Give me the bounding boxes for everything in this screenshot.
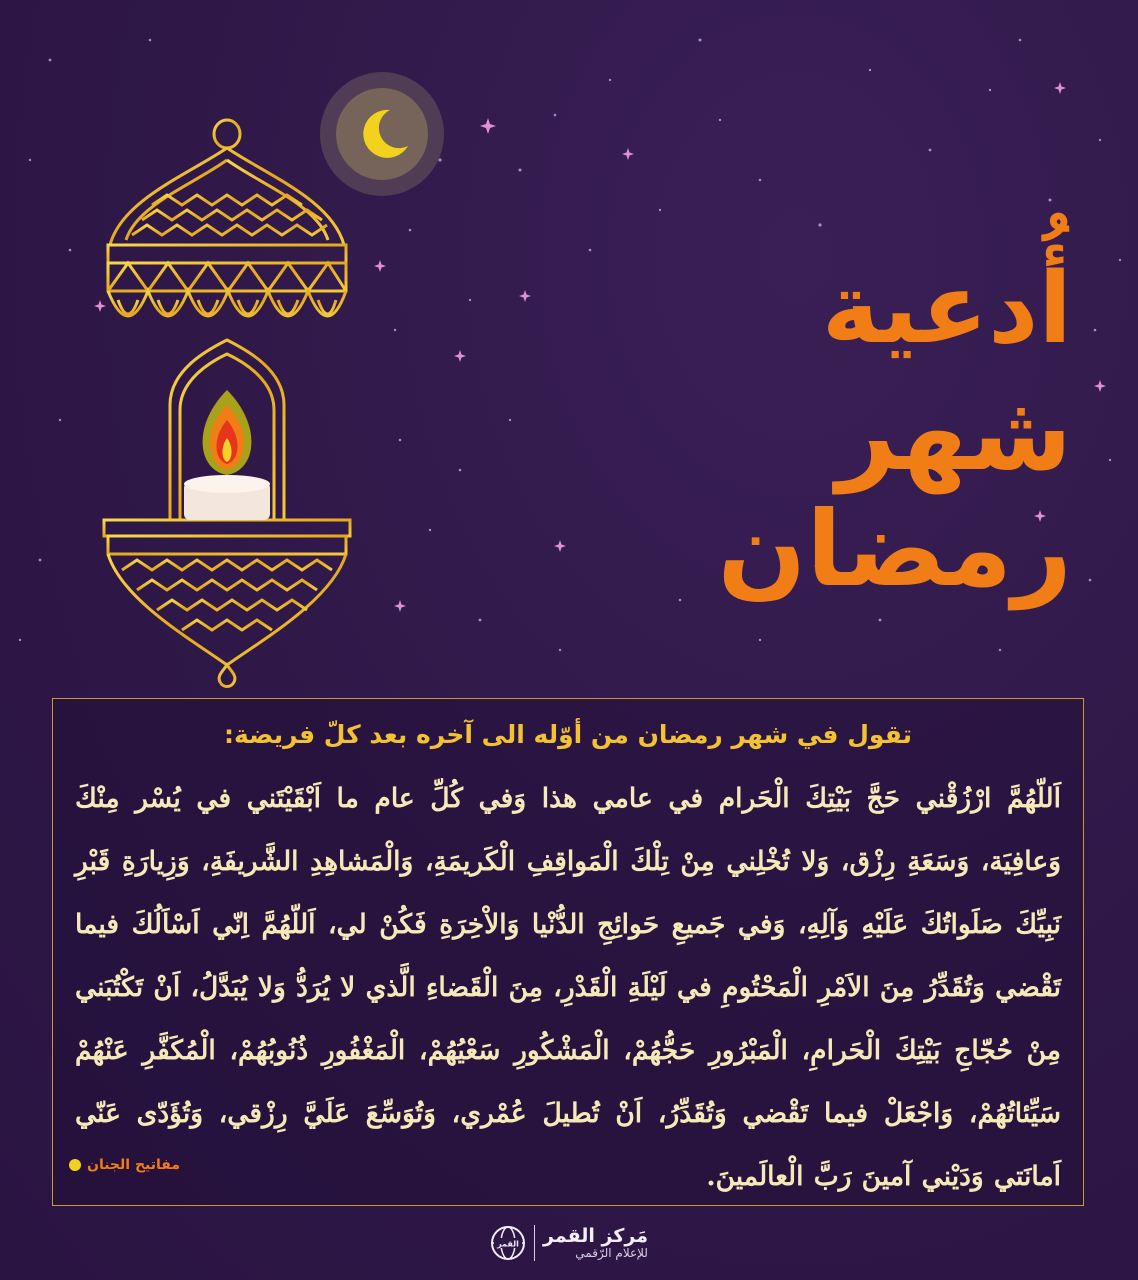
prayer-text: اَللّهُمَّ ارْزُقْني حَجَّ بَيْتِكَ الْحَرام في عامي هذا وَفي كُلِّ عام ما اَبْقَيْتَني في يُسْر مِنْكَ وَعافِيَة، وَسَعَةِ رِزْق، وَلا تُخْلِني مِنْ تِلْكَ الْمَواقِفِ الْكَريمَةِ، وَالْمَشاهِدِ الشَّريفَةِ، وَزِيارَةِ قَبْرِ نَبِيِّكَ صَلَواتُكَ عَلَيْهِ وَآلِهِ، وَفي جَميعِ حَوائِجِ الدُّنْيا وَالاْخِرَةِ فَكُنْ لي، اَللّهُمَّ اِنّي اَسْاَلُكَ فيما تَقْضي وَتُقَدِّرُ مِنَ الاَمْرِ الْمَحْتُومِ في لَيْلَةِ الْقَدْرِ، مِنَ الْقَضاءِ الَّذي لا يُرَدُّ وَلا يُبَدَّلُ، اَنْ تَكْتُبَني مِنْ حُجّاجِ بَيْتِكَ الْحَرامِ، الْمَبْرُورِ حَجُّهُمْ، الْمَشْكُورِ سَعْيُهُمْ، الْمَغْفُورِ ذُنُوبُهُمْ، الْمُكَفَّرِ عَنْهُمْ سَيِّئاتُهُمْ، وَاجْعَلْ فيما تَقْضي وَتُقَدِّرُ، اَنْ تُطيلَ عُمْري، وَتُوَسِّعَ عَلَيَّ رِزْقي، وَتُؤَدّى عَنّي اَمانَتي وَدَيْني آمينَ رَبَّ الْعالَمينَ. <box>75 783 1061 1192</box>
lantern-icon <box>92 0 362 690</box>
logo-text: القمر <box>497 1239 519 1249</box>
source-text: مفاتيح الجنان <box>87 1157 181 1173</box>
footer-brand <box>543 1226 648 1260</box>
footer-divider <box>534 1225 535 1261</box>
title-line-2: شهر رمضان <box>717 371 1072 611</box>
title-line-1: أُدعية <box>821 252 1072 366</box>
source-label <box>69 1157 180 1173</box>
page-title <box>512 252 1072 611</box>
brand-name: مَركز القمر <box>543 1224 648 1247</box>
globe-logo-icon <box>490 1225 526 1261</box>
brand-tagline: للإعلام الرّقمي <box>575 1245 648 1260</box>
footer-logo <box>0 1218 1138 1268</box>
bullet-icon <box>69 1159 81 1171</box>
prayer-panel <box>52 698 1084 1206</box>
intro-text: تقول في شهر رمضان من أوّله الى آخره بعد كلّ فريضة: <box>224 720 912 749</box>
